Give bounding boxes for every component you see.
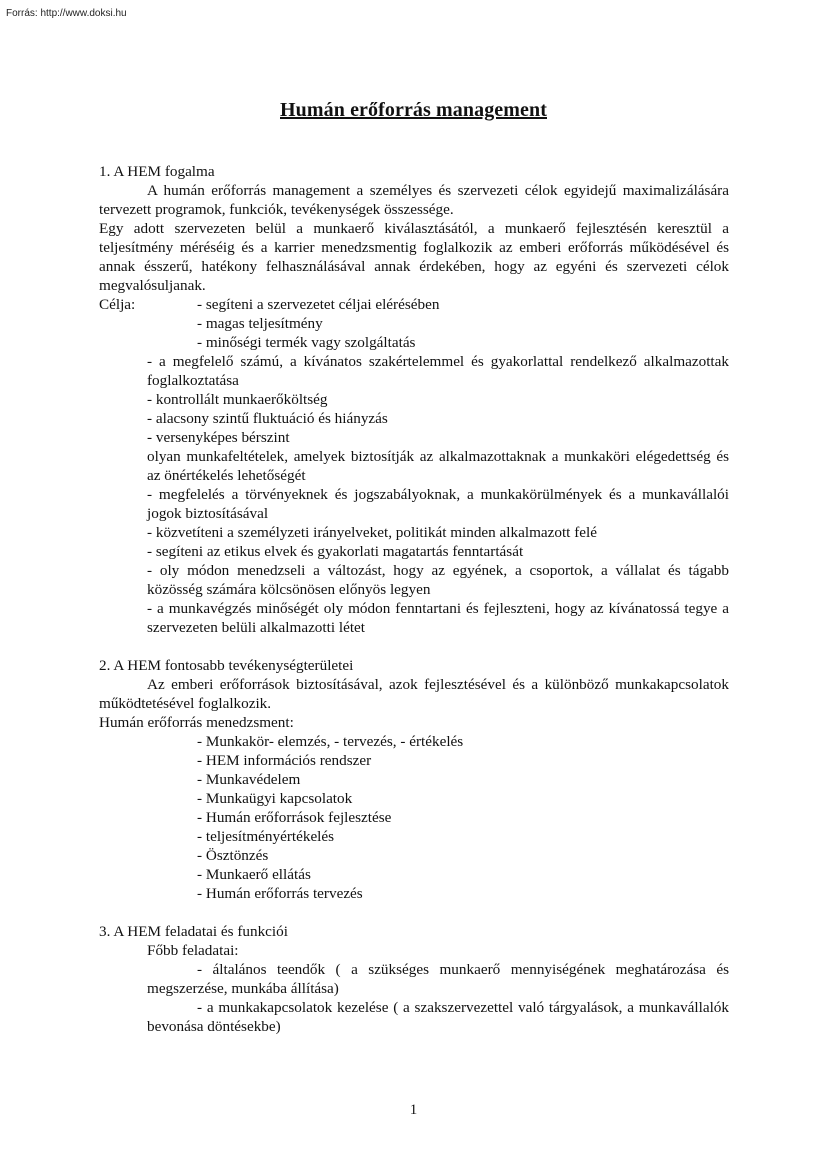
list-item: - Munkavédelem (197, 771, 301, 788)
sub-label: Humán erőforrás menedzsment: (99, 714, 294, 731)
list-item: - közvetíteni a személyzeti irányelveket, politikát minden alkalmazott felé (147, 524, 597, 541)
paragraph: Az emberi erőforrások biztosításával, azok fejlesztésével és a különböző munkakapcsolatok működtetésével foglalkozik. (99, 676, 729, 712)
list-item: - megfelelés a törvényeknek és jogszabályoknak, a munkakörülmények és a munkavállalói jogok biztosításával (147, 486, 729, 522)
list-item: - alacsony szintű fluktuáció és hiányzás (147, 410, 388, 427)
list-item: - segíteni az etikus elvek és gyakorlati magatartás fenntartását (147, 543, 524, 560)
goals-label: Célja: (99, 296, 136, 313)
goals-first-row (99, 295, 729, 314)
list-item: - Humán erőforrások fejlesztése (197, 809, 392, 826)
list-item: - teljesítményértékelés (197, 828, 335, 845)
paragraph: A humán erőforrás management a személyes és szervezeti célok egyidejű maximalizálására tervezett programok, funkciók, tevékenységek összessége. (99, 182, 729, 218)
source-header: Forrás: http://www.doksi.hu (6, 8, 127, 19)
list-item: - Ösztönzés (197, 847, 269, 864)
sub-label: Főbb feladatai: (147, 942, 239, 959)
list-item: - minőségi termék vagy szolgáltatás (197, 334, 416, 351)
section-heading: 3. A HEM feladatai és funkciói (99, 923, 288, 940)
list-item: - segíteni a szervezetet céljai elérésében (197, 296, 440, 313)
list-item: - a munkakapcsolatok kezelése ( a szakszervezettel való tárgyalások, a munkavállalók bevonása döntésekbe) (147, 999, 729, 1035)
list-item: - Munkaerő ellátás (197, 866, 311, 883)
list-item: - kontrollált munkaerőköltség (147, 391, 328, 408)
list-item: - versenyképes bérszint (147, 429, 290, 446)
spacer (99, 637, 729, 656)
list-item: - oly módon menedzseli a változást, hogy az egyének, a csoportok, a vállalat és tágabb közösség számára kölcsönösen előnyös legyen (147, 562, 729, 598)
list-item: - általános teendők ( a szükséges munkaerő mennyiségének meghatározása és megszerzése, munkába állítása) (147, 961, 729, 997)
list-item: olyan munkafeltételek, amelyek biztosítják az alkalmazottaknak a munkaköri elégedettség és az önértékelés lehetőségét (147, 448, 729, 484)
document-body (99, 162, 729, 1036)
list-item: - a munkavégzés minőségét oly módon fenntartani és fejleszteni, hogy az kívánatossá tegye a szervezeten belüli alkalmazotti létet (147, 600, 729, 636)
document-title: Humán erőforrás management (280, 99, 547, 121)
spacer (99, 903, 729, 922)
list-item: - Munkaügyi kapcsolatok (197, 790, 353, 807)
list-item: - Munkakör- elemzés, - tervezés, - értékelés (197, 733, 464, 750)
page-number: 1 (409, 1102, 418, 1118)
list-item: - Humán erőforrás tervezés (197, 885, 363, 902)
list-item: - magas teljesítmény (197, 315, 323, 332)
section-heading: 1. A HEM fogalma (99, 163, 215, 180)
list-item: - a megfelelő számú, a kívánatos szakértelemmel és gyakorlattal rendelkező alkalmazottak foglalkoztatása (147, 353, 729, 389)
paragraph: Egy adott szervezeten belül a munkaerő kiválasztásától, a munkaerő fejlesztésén keresztül a teljesítmény méréséig és a karrier menedzsmentig foglalkozik az emberi erőforrás működésével és annak ésszerű, hatékony felhasználásával annak érdekében, hogy az egyéni és szervezeti célok megvalósuljanak. (99, 220, 729, 294)
list-item: - HEM információs rendszer (197, 752, 372, 769)
section-heading: 2. A HEM fontosabb tevékenységterületei (99, 657, 354, 674)
